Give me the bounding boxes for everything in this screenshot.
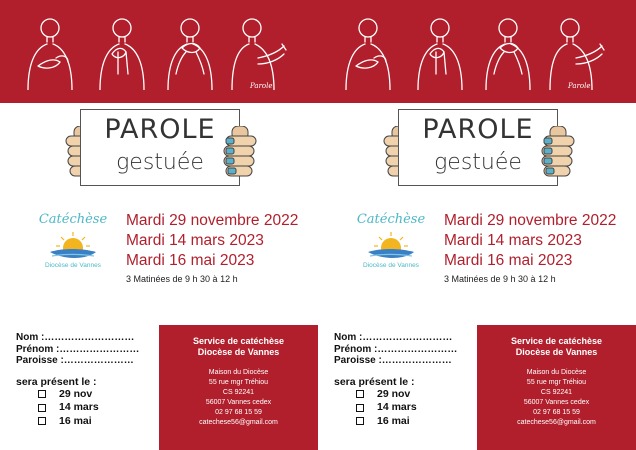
phone-number: 02 97 68 15 59: [533, 409, 580, 416]
attendance-label: sera présent le :: [16, 375, 97, 388]
checkbox-label: 16 mai: [59, 414, 92, 427]
signing-figure-illustration: [478, 14, 538, 90]
logo-title: Catéchèse: [38, 212, 108, 227]
address-line: 56007 Vannes cedex: [523, 399, 590, 406]
checkbox-icon[interactable]: [38, 390, 46, 398]
checkbox-icon[interactable]: [38, 404, 46, 412]
logo-subtitle: Diocèse de Vannes: [45, 262, 101, 269]
checkbox-label: 29 nov: [377, 387, 411, 400]
attendance-checkbox-row[interactable]: [38, 415, 156, 429]
sign-title-line1: PAROLE: [422, 114, 534, 145]
top-banner: [0, 0, 318, 103]
email-address[interactable]: catechese56@gmail.com: [199, 419, 278, 426]
checkbox-label: 14 mars: [377, 401, 417, 413]
checkbox-icon[interactable]: [356, 417, 364, 425]
attendance-checkbox-row[interactable]: [356, 415, 474, 429]
sun-and-waves-icon: [46, 228, 100, 262]
session-date: Mardi 16 mai 2023: [444, 252, 573, 269]
service-name: Service de catéchèse: [510, 336, 603, 346]
address-line: Maison du Diocèse: [208, 369, 269, 376]
address-line: 56007 Vannes cedex: [205, 399, 272, 406]
signing-figure-illustration: [20, 14, 80, 90]
sign-title-line2: gestuée: [116, 150, 204, 175]
registration-form: [334, 332, 474, 428]
flyer-right: [318, 0, 636, 450]
checkbox-label: 29 nov: [59, 387, 93, 400]
session-dates: [126, 211, 298, 284]
checkbox-icon[interactable]: [356, 404, 364, 412]
checkbox-label: 14 mars: [59, 401, 99, 413]
sun-and-waves-icon: [364, 228, 418, 262]
session-date: Mardi 29 novembre 2022: [444, 212, 617, 229]
prenom-field[interactable]: Prénom :……………………: [16, 343, 140, 355]
nom-field[interactable]: Nom :………………………: [334, 332, 453, 343]
catechese-logo: [28, 212, 118, 274]
address-line: 55 rue mgr Tréhiou: [526, 379, 587, 386]
right-hand-holding-sign-icon: [222, 126, 258, 184]
service-contact-panel: [477, 325, 636, 450]
logo-title: Catéchèse: [356, 212, 426, 227]
parole-gestuee-sign: [80, 109, 240, 186]
service-address: [159, 368, 318, 428]
address-line: Maison du Diocèse: [526, 369, 587, 376]
registration-slip: [0, 325, 318, 450]
service-diocese: Diocèse de Vannes: [515, 347, 598, 357]
signing-figure-illustration: [410, 14, 470, 90]
right-hand-holding-sign-icon: [540, 126, 576, 184]
paroisse-field[interactable]: Paroisse :…………………: [334, 355, 452, 366]
service-contact-panel: [159, 325, 318, 450]
paroisse-field[interactable]: Paroisse :…………………: [16, 355, 134, 366]
checkbox-label: 16 mai: [377, 414, 410, 427]
signing-figure-illustration: [338, 14, 398, 90]
address-line: CS 92241: [222, 389, 255, 396]
parole-gestuee-sign: [398, 109, 558, 186]
address-line: CS 92241: [540, 389, 573, 396]
prenom-field[interactable]: Prénom :……………………: [334, 343, 458, 355]
catechese-logo: [346, 212, 436, 274]
parole-sign-caption: Parole: [250, 82, 273, 90]
registration-slip: [318, 325, 636, 450]
session-date: Mardi 14 mars 2023: [126, 232, 264, 249]
attendance-label: sera présent le :: [334, 375, 415, 388]
sign-title-line2: gestuée: [434, 150, 522, 175]
checkbox-icon[interactable]: [356, 390, 364, 398]
signing-figure-illustration: [92, 14, 152, 90]
checkbox-icon[interactable]: [38, 417, 46, 425]
session-dates: [444, 211, 616, 284]
attendance-checkbox-row[interactable]: [38, 401, 156, 415]
session-date: Mardi 16 mai 2023: [126, 252, 255, 269]
signing-figure-illustration: [160, 14, 220, 90]
logo-subtitle: Diocèse de Vannes: [363, 262, 419, 269]
email-address[interactable]: catechese56@gmail.com: [517, 419, 596, 426]
session-times: 3 Matinées de 9 h 30 à 12 h: [444, 274, 556, 284]
nom-field[interactable]: Nom :………………………: [16, 332, 135, 343]
service-diocese: Diocèse de Vannes: [197, 347, 280, 357]
signing-figure-illustration: [546, 14, 606, 90]
session-date: Mardi 29 novembre 2022: [126, 212, 299, 229]
service-name: Service de catéchèse: [192, 336, 285, 346]
service-address: [477, 368, 636, 428]
session-date: Mardi 14 mars 2023: [444, 232, 582, 249]
address-line: 55 rue mgr Tréhiou: [208, 379, 269, 386]
top-banner: [318, 0, 636, 103]
parole-sign-caption: Parole: [568, 82, 591, 90]
attendance-checkbox-row[interactable]: [38, 388, 156, 402]
sign-title-line1: PAROLE: [104, 114, 216, 145]
session-times: 3 Matinées de 9 h 30 à 12 h: [126, 274, 238, 284]
registration-form: [16, 332, 156, 428]
attendance-checkbox-row[interactable]: [356, 388, 474, 402]
phone-number: 02 97 68 15 59: [215, 409, 262, 416]
attendance-checkbox-row[interactable]: [356, 401, 474, 415]
signing-figure-illustration: [228, 14, 288, 90]
